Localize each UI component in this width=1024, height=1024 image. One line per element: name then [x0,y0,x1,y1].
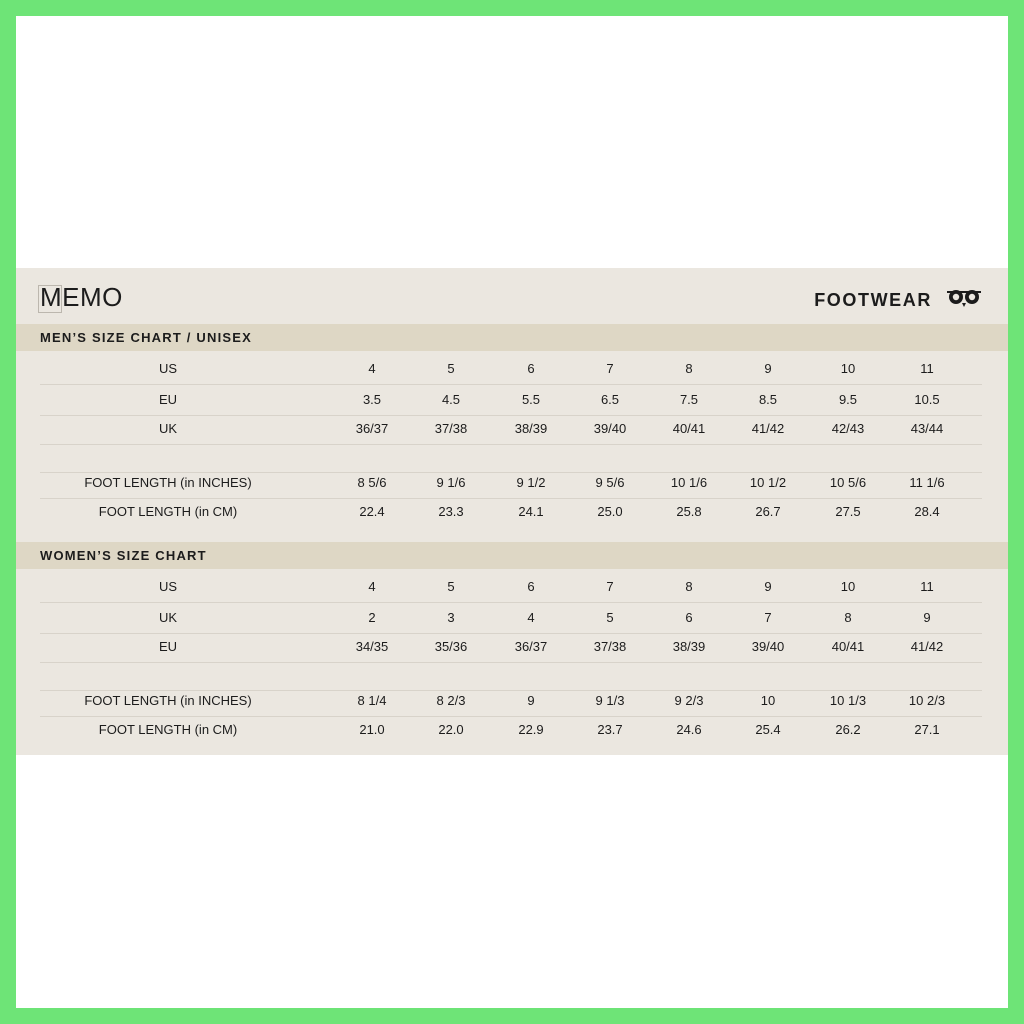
table-row [40,632,982,663]
size-chart-card [16,268,1008,755]
table-cell: 39/40 [751,639,785,654]
table-row [40,354,982,385]
table-cell: 41/42 [910,639,944,654]
row-label: FOOT LENGTH (in INCHES) [84,693,252,708]
table-row [40,468,982,499]
table-cell: 7 [764,610,772,625]
brand-logo-text: EMO [62,282,123,312]
table-cell: 43/44 [910,421,944,436]
table-cell: 25.8 [676,504,702,519]
table-cell: 35/36 [434,639,468,654]
row-label: FOOT LENGTH (in CM) [98,504,238,519]
table-cell: 26.2 [835,722,861,737]
table-cell: 10 [760,693,776,708]
row-label: FOOT LENGTH (in CM) [98,722,238,737]
table-cell: 10 [840,579,856,594]
page-canvas [16,16,1008,1008]
table-cell: 23.7 [597,722,623,737]
table-cell: 8 2/3 [436,693,466,708]
table-cell: 10 [840,361,856,376]
table-cell: 6.5 [600,392,620,407]
table-cell: 25.0 [597,504,623,519]
table-cell: 23.3 [438,504,464,519]
table-cell: 4 [368,579,376,594]
table-cell: 28.4 [914,504,940,519]
women-section-title: WOMEN’S SIZE CHART [40,548,207,563]
table-cell: 8 [844,610,852,625]
table-cell: 7.5 [679,392,699,407]
table-cell: 38/39 [672,639,706,654]
table-cell: 11 [920,579,934,594]
table-cell: 7 [606,361,614,376]
table-cell: 37/38 [434,421,468,436]
brand-logo-initial: M [40,282,63,312]
row-label: US [158,361,178,376]
table-cell: 7 [606,579,614,594]
table-cell: 9.5 [838,392,858,407]
table-cell: 38/39 [514,421,548,436]
table-cell: 6 [527,361,535,376]
table-cell: 40/41 [672,421,706,436]
table-cell: 9 [764,361,772,376]
table-cell: 2 [368,610,376,625]
table-row [40,385,982,416]
table-cell: 41/42 [751,421,785,436]
men-section-title: MEN’S SIZE CHART / UNISEX [40,330,253,345]
table-cell: 9 2/3 [674,693,704,708]
table-row [40,715,982,745]
table-cell: 37/38 [593,639,627,654]
owl-glasses-icon [946,288,982,308]
table-cell: 8 1/4 [357,693,387,708]
table-cell: 9 [764,579,772,594]
table-cell: 10 2/3 [908,693,946,708]
table-row [40,497,982,527]
women-section-header [16,542,1008,569]
table-cell: 36/37 [355,421,389,436]
table-cell: 27.5 [835,504,861,519]
table-cell: 42/43 [831,421,865,436]
table-cell: 26.7 [755,504,781,519]
category-title: FOOTWEAR [814,290,932,310]
table-cell: 40/41 [831,639,865,654]
table-cell: 8.5 [758,392,778,407]
table-row [40,414,982,445]
table-cell: 11 [920,361,934,376]
row-label: FOOT LENGTH (in INCHES) [84,475,252,490]
table-cell: 4 [527,610,535,625]
table-cell: 8 5/6 [357,475,387,490]
table-cell: 9 5/6 [595,475,625,490]
table-cell: 6 [527,579,535,594]
table-cell: 9 1/3 [595,693,625,708]
table-cell: 9 1/6 [436,475,466,490]
table-cell: 10 1/3 [829,693,867,708]
table-cell: 9 [923,610,931,625]
table-cell: 8 [685,579,693,594]
table-cell: 3.5 [362,392,382,407]
table-cell: 10.5 [914,392,940,407]
table-cell: 6 [685,610,693,625]
table-cell: 24.1 [518,504,544,519]
table-cell: 8 [685,361,693,376]
table-cell: 4 [368,361,376,376]
row-label: EU [158,639,178,654]
men-section-header [16,324,1008,351]
table-cell: 4.5 [441,392,461,407]
table-row [40,603,982,634]
table-cell: 5.5 [521,392,541,407]
table-cell: 10 1/6 [670,475,708,490]
table-cell: 11 1/6 [909,475,945,490]
table-cell: 9 1/2 [516,475,546,490]
table-cell: 34/35 [355,639,389,654]
brand-logo [40,282,123,313]
table-cell: 24.6 [676,722,702,737]
table-cell: 5 [606,610,614,625]
table-cell: 22.9 [518,722,544,737]
row-label: US [158,579,178,594]
table-cell: 36/37 [514,639,548,654]
table-cell: 10 1/2 [749,475,787,490]
table-cell: 3 [447,610,455,625]
table-cell: 27.1 [914,722,940,737]
table-cell: 21.0 [359,722,385,737]
table-cell: 39/40 [593,421,627,436]
table-cell: 5 [447,361,455,376]
table-row [40,686,982,717]
table-cell: 22.4 [359,504,385,519]
row-label: UK [158,610,178,625]
row-label: UK [158,421,178,436]
table-cell: 10 5/6 [829,475,867,490]
table-cell: 22.0 [438,722,464,737]
table-cell: 25.4 [755,722,781,737]
table-cell: 5 [447,579,455,594]
table-cell: 9 [527,693,535,708]
table-row [40,572,982,603]
row-label: EU [158,392,178,407]
